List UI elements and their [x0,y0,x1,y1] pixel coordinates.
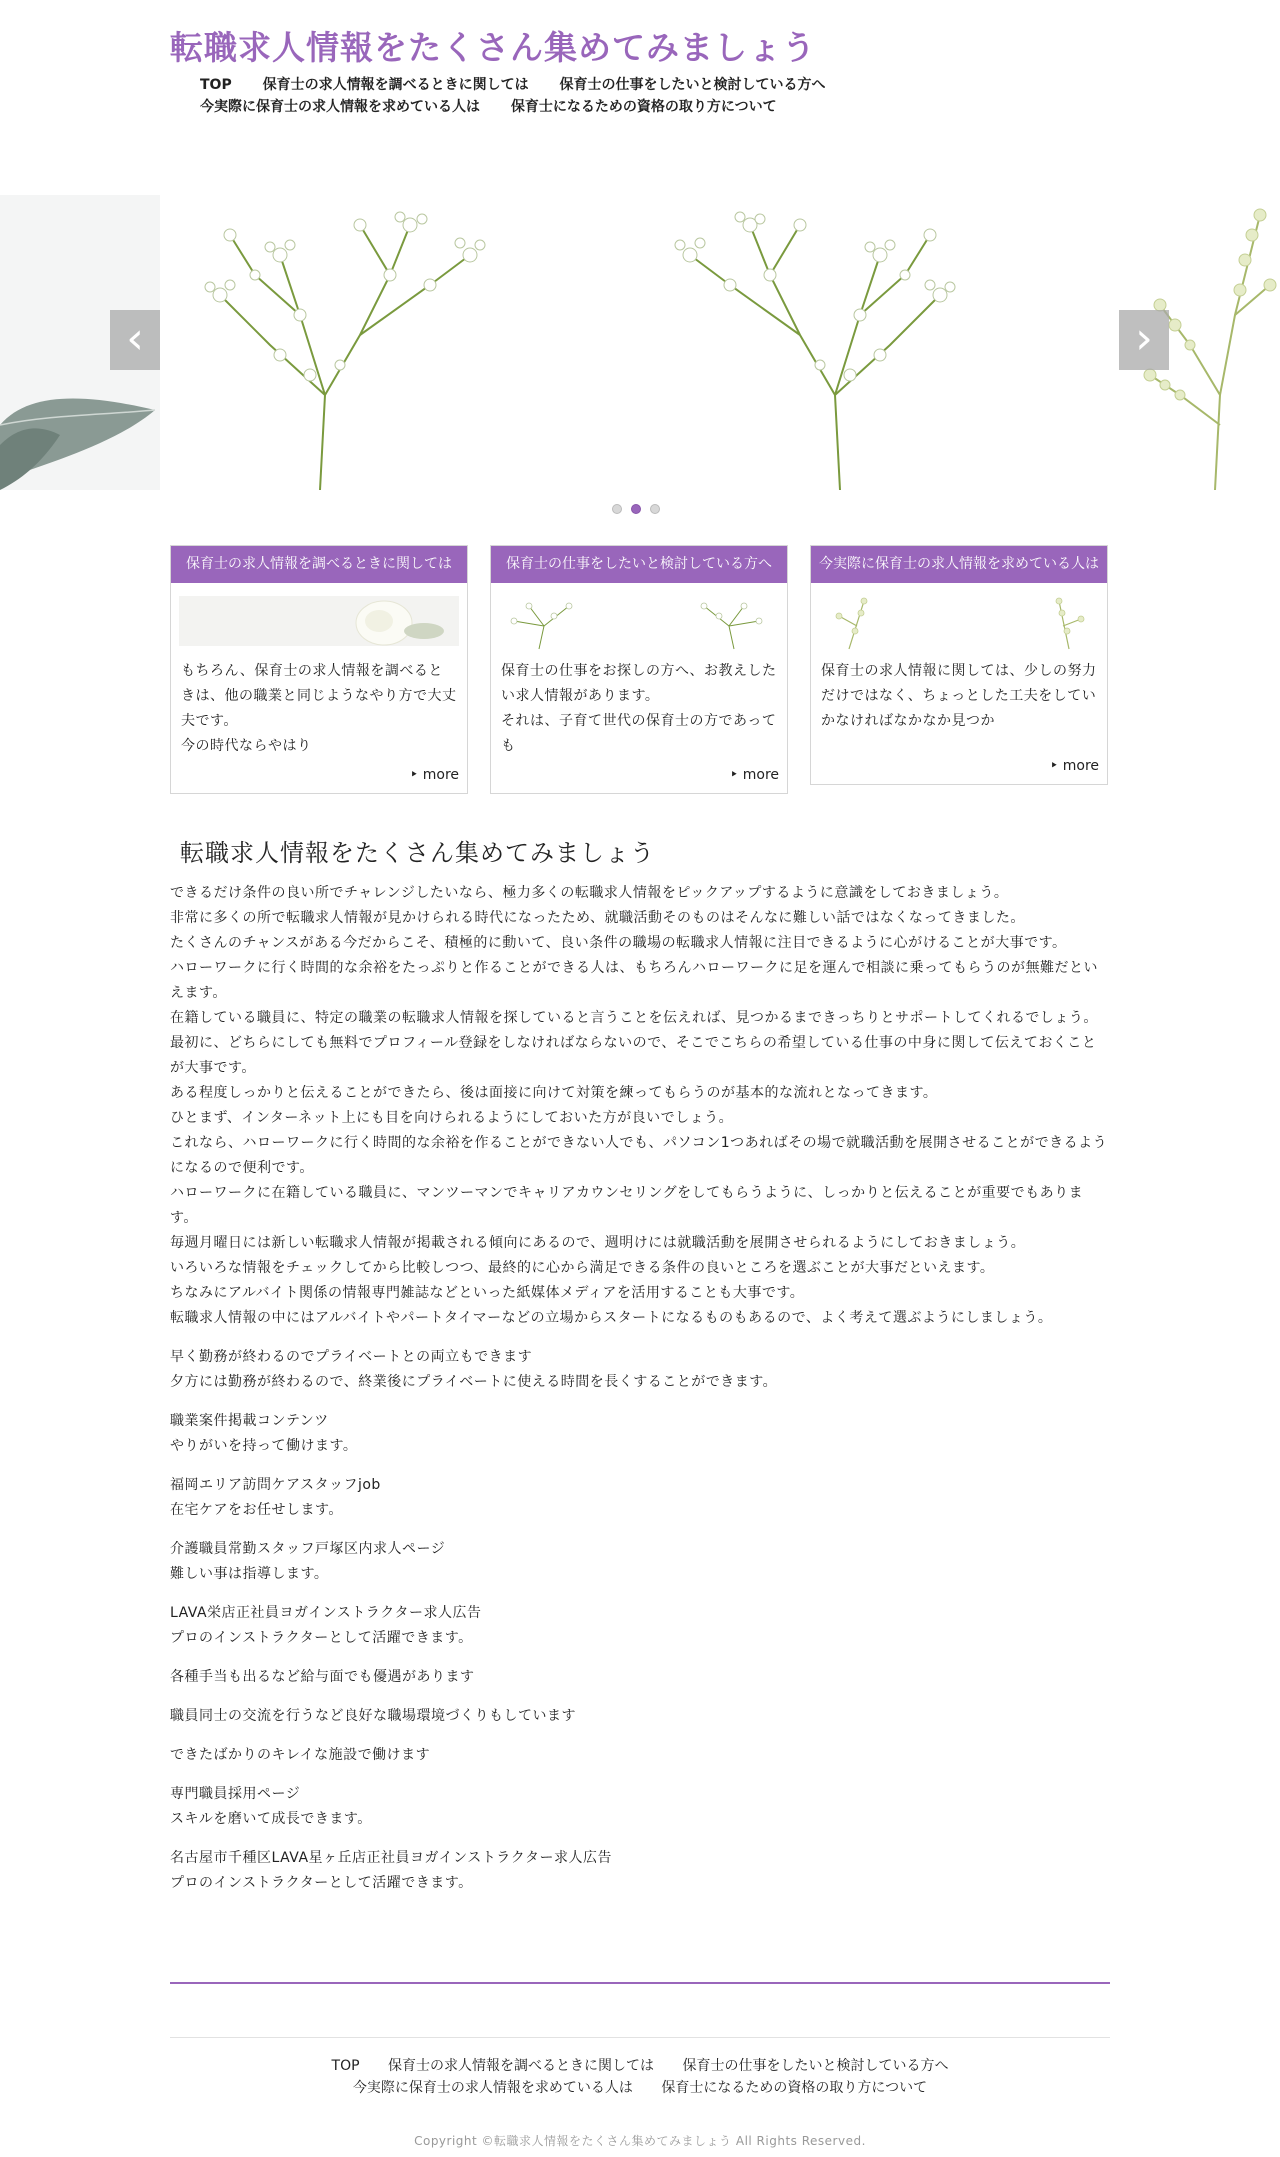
copyright: Copyright ©転職求人情報をたくさん集めてみましょう All Rights Reserved. [414,2134,866,2148]
nav-top[interactable]: TOP [200,77,232,93]
feature-box-text [171,651,467,759]
link-entry-desc: やりがいを持って働けます。 [170,1438,358,1454]
footer-nav-qualification[interactable]: 保育士になるための資格の取り方について [661,2080,928,2096]
link-entry-title[interactable]: 職員同士の交流を行うなど良好な職場環境づくりもしています [170,1708,576,1724]
footer-nav-top[interactable]: TOP [331,2058,360,2074]
article-line: ある程度しっかりと伝えることができたら、後は面接に向けて対策を練ってもらうのが基本的な流れとなってきます。 [170,1085,938,1101]
article-line: 毎週月曜日には新しい転職求人情報が掲載される傾向にあるので、週明けには就職活動を展開させられるようにしておきましょう。 [170,1235,1026,1251]
link-entry [170,1782,1110,1832]
link-entry-desc: 夕方には勤務が終わるので、終業後にプライベートに使える時間を長くすることができます。 [170,1374,778,1390]
article-line: 最初に、どちらにしても無料でプロフィール登録をしなければならないので、そこでこちらの希望している仕事の中身に関して伝えておくことが大事です。 [170,1035,1097,1076]
link-entry-title[interactable]: 早く勤務が終わるのでプライベートとの両立もできます [170,1349,533,1365]
article-line: 在籍している職員に、特定の職業の転職求人情報を探していると言うことを伝えれば、見つかるまできっちりとサポートしてくれるでしょう。 [170,1010,1098,1026]
feature-box-text-line: 保育士の仕事をお探しの方へ、お教えしたい求人情報があります。 [501,663,777,704]
feature-box-2 [490,545,788,794]
link-entry [170,1665,1110,1690]
slider-dot-1[interactable] [612,504,622,514]
article-line: ハローワークに行く時間的な余裕をたっぷりと作ることができる人は、もちろんハローワークに足を運んで相談に乗ってもらうのが無難だといえます。 [170,960,1098,1001]
feature-box-text [491,651,787,759]
feature-box-3 [810,545,1108,785]
footer-nav-want-work[interactable]: 保育士の仕事をしたいと検討している方へ [682,2058,949,2074]
article-line: ちなみにアルバイト関係の情報専門雑誌などといった紙媒体メディアを活用することも大事です。 [170,1285,805,1301]
flower-thumbnail [499,591,779,651]
article-line: 非常に多くの所で転職求人情報が見かけられる時代になったため、就職活動そのものはそんなに難しい話ではなくなってきました。 [170,910,1025,926]
feature-box-text-line: 保育士の求人情報に関しては、少しの努力だけではなく、ちょっとした工夫をしていかなければなかなか見つか [821,663,1097,729]
feature-boxes [170,545,1110,825]
link-entry [170,1345,1110,1395]
link-entry-desc: スキルを磨いて成長できます。 [170,1811,372,1827]
article-line: ひとまず、インターネット上にも目を向けられるようにしておいた方が良いでしょう。 [170,1110,734,1126]
link-entry-title[interactable]: LAVA栄店正社員ヨガインストラクター求人広告 [170,1605,482,1621]
link-entry-title[interactable]: 介護職員常勤スタッフ戸塚区内求人ページ [170,1541,446,1557]
article-line: たくさんのチャンスがある今だからこそ、積極的に動いて、良い条件の職場の転職求人情報に注目できるように心がけることが大事です。 [170,935,1067,951]
link-entry [170,1409,1110,1459]
feature-box-text-line: それは、子育て世代の保育士の方であっても [501,713,777,754]
rose-thumbnail [179,591,459,651]
link-entry-title[interactable]: 名古屋市千種区LAVA星ヶ丘店正社員ヨガインストラクター求人広告 [170,1850,612,1866]
article-line: これなら、ハローワークに行く時間的な余裕を作ることができない人でも、パソコン1つあればその場で就職活動を展開させることができるようになるので便利です。 [170,1135,1108,1176]
grass-thumbnail [819,591,1099,651]
link-entry-desc: プロのインストラクターとして活躍できます。 [170,1630,473,1646]
more-link-label[interactable]: more [422,767,459,783]
link-entry-title[interactable]: 専門職員採用ページ [170,1786,301,1802]
feature-box-title[interactable]: 今実際に保育士の求人情報を求めている人は [811,546,1107,583]
link-entry [170,1704,1110,1729]
article-heading: 転職求人情報をたくさん集めてみましょう [180,839,655,867]
feature-box-text-line: 今の時代ならやはり [181,738,312,754]
link-entry [170,1846,1110,1896]
article-line: 転職求人情報の中にはアルバイトやパートタイマーなどの立場からスタートになるものもあるので、よく考えて選ぶようにしましょう。 [170,1310,1053,1326]
nav-qualification[interactable]: 保育士になるための資格の取り方について [510,99,777,115]
footer-accent-divider [170,1982,1110,1984]
article-line: できるだけ条件の良い所でチャレンジしたいなら、極力多くの転職求人情報をピックアップするように意識をしておきましょう。 [170,885,1009,901]
more-link[interactable]: ‣ more [730,767,779,783]
link-entry-desc: 難しい事は指導します。 [170,1566,329,1582]
link-entry-title[interactable]: 職業案件掲載コンテンツ [170,1413,329,1429]
gypsophila-image [160,195,1120,490]
link-entry-title[interactable]: 福岡エリア訪問ケアスタッフjob [170,1477,381,1493]
image-slider [0,195,1280,490]
slider-dot-2[interactable] [631,504,641,514]
link-entry-title[interactable]: できたばかりのキレイな施設で働けます [170,1747,431,1763]
link-entry-title[interactable]: 各種手当も出るなど給与面でも優遇があります [170,1669,475,1685]
article-line: ハローワークに在籍している職員に、マンツーマンでキャリアカウンセリングをしてもらうように、しっかりと伝えることが重要でもあります。 [170,1185,1084,1226]
nav-search-info[interactable]: 保育士の求人情報を調べるときに関しては [262,77,529,93]
feature-box-text [811,651,1107,734]
link-entry-desc: 在宅ケアをお任せします。 [170,1502,343,1518]
site-title[interactable]: 転職求人情報をたくさん集めてみましょう [170,28,816,67]
slider-next-button[interactable]: › [1119,310,1169,370]
feature-box-title[interactable]: 保育士の仕事をしたいと検討している方へ [491,546,787,583]
article-line: いろいろな情報をチェックしてから比較しつつ、最終的に心から満足できる条件の良いところを選ぶことが大事だといえます。 [170,1260,995,1276]
footer-nav [170,2055,1110,2099]
feature-box-title[interactable]: 保育士の求人情報を調べるときに関しては [171,546,467,583]
footer-nav-search-info[interactable]: 保育士の求人情報を調べるときに関しては [388,2058,654,2074]
footer-divider [170,2037,1110,2038]
more-link-label[interactable]: more [1062,758,1099,774]
link-entry-desc: プロのインストラクターとして活躍できます。 [170,1875,473,1891]
slider-pagination [612,498,669,510]
article-body [170,881,1110,1331]
link-entry [170,1601,1110,1651]
link-entry [170,1743,1110,1768]
more-link[interactable]: ‣ more [410,767,459,783]
more-link[interactable]: ‣ more [1050,758,1099,774]
slider-prev-button[interactable]: ‹ [110,310,160,370]
feature-box-text-line: もちろん、保育士の求人情報を調べるときは、他の職業と同じようなやり方で大丈夫です。 [181,663,457,729]
slide-main-flowers [160,195,1120,490]
link-entry [170,1537,1110,1587]
feature-box-1 [170,545,468,794]
nav-want-work[interactable]: 保育士の仕事をしたいと検討している方へ [559,77,826,93]
main-article [170,835,1110,1896]
global-nav [200,74,960,118]
link-entry [170,1473,1110,1523]
nav-seeking[interactable]: 今実際に保育士の求人情報を求めている人は [200,99,480,115]
footer-nav-seeking[interactable]: 今実際に保育士の求人情報を求めている人は [352,2080,633,2096]
slider-dot-3[interactable] [650,504,660,514]
more-link-label[interactable]: more [742,767,779,783]
